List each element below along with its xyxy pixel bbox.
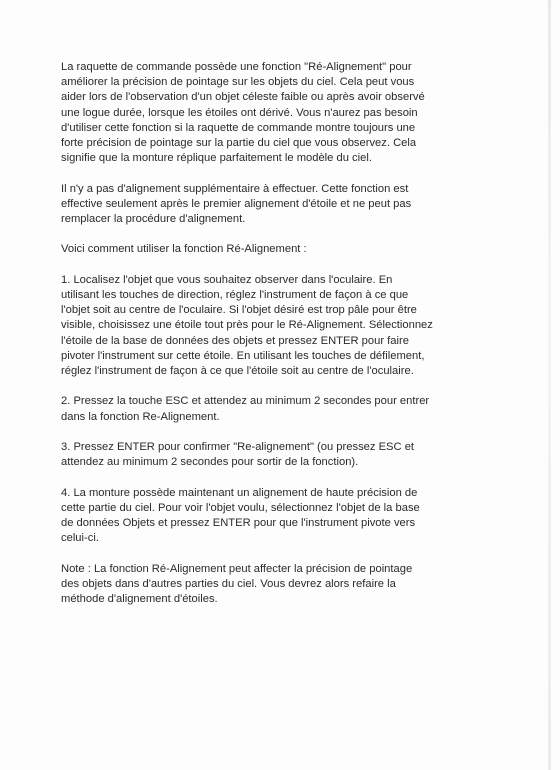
paragraph-no-extra-alignment: Il n'y a pas d'alignement supplémentaire à effectuer. Cette fonction est effective seulement après le premier alignement d'étoile et ne peut pas remplacer la procédure d'alignement. <box>61 182 412 226</box>
document-body <box>61 60 501 622</box>
paragraph-step-3: 3. Pressez ENTER pour confirmer "Re-alignement" (ou pressez ESC et attendez au minimum 2 secondes pour sortir de la fonction). <box>61 441 415 469</box>
scan-edge-shadow <box>548 0 551 770</box>
paragraph-step-4: 4. La monture possède maintenant un alignement de haute précision de cette partie du ciel. Pour voir l'objet voulu, sélectionnez l'objet de la base de données Objets et pressez ENTER pour que l'instrument pivote vers celui-ci. <box>61 486 420 545</box>
paragraph-step-2: 2. Pressez la touche ESC et attendez au minimum 2 secondes pour entrer dans la fonction Re-Alignement. <box>61 395 430 423</box>
paragraph-step-1: 1. Localisez l'objet que vous souhaitez observer dans l'oculaire. En utilisant les touches de direction, réglez l'instrument de façon à ce que l'objet soit au centre de l'oculaire. Si l'objet désiré est trop pâle pour être visible, choisissez une étoile tout près pour le Ré-Alignement. Sélectionnez l'étoile de la base de données des objets et pressez ENTER pour faire pivoter l'instrument sur cette étoile. En utilisant les touches de défilement, réglez l'instrument de façon à ce que l'étoile soit au centre de l'oculaire. <box>61 273 433 378</box>
paragraph-how-to-heading: Voici comment utiliser la fonction Ré-Alignement : <box>61 243 307 256</box>
paragraph-note: Note : La fonction Ré-Alignement peut affecter la précision de pointage des objets dans d'autres parties du ciel. Vous devrez alors refaire la méthode d'alignement d'étoiles. <box>61 562 413 605</box>
paragraph-intro: La raquette de commande possède une fonction "Ré-Alignement" pour améliorer la précision de pointage sur les objets du ciel. Cela peut vous aider lors de l'observation d'un objet céleste faible ou après avoir observé une logue durée, lorsque les étoiles ont dérivé. Vous n'aurez pas besoin d'utiliser cette fonction si la raquette de commande montre toujours une forte précision de pointage sur la partie du ciel que vous observez. Cela signifie que la monture réplique parfaitement le modèle du ciel. <box>61 61 425 165</box>
